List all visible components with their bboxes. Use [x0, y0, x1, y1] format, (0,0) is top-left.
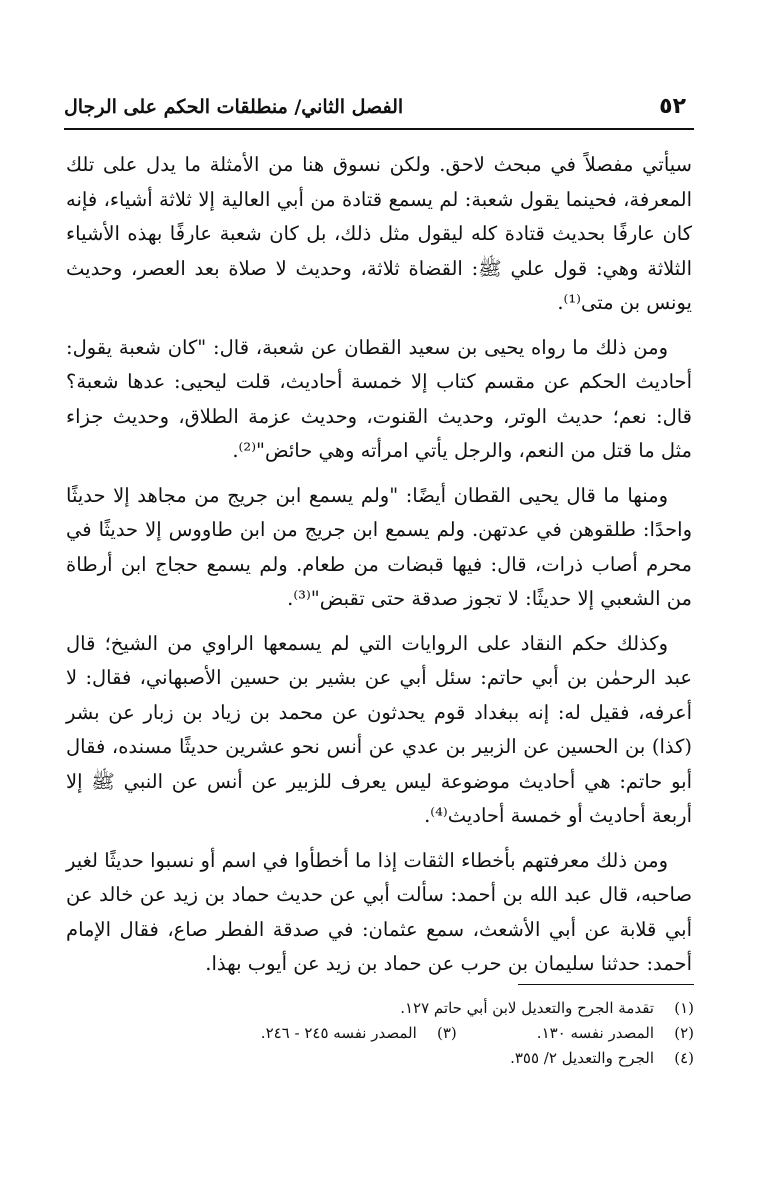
main-text	[66, 148, 692, 992]
footnotes	[74, 996, 694, 1071]
paragraph-4: وكذلك حكم النقاد على الروايات التي لم يسمعها الراوي من الشيخ؛ قال عبد الرحمٰن بن أبي حاتم: سئل أبي عن بشير بن حسين الأصبهاني، فقال: لا أعرفه، فقيل له: إنه ببغداد قوم يحدثون عن محمد بن زياد بن زبار عن بشر (كذا) بن الحسين عن الزبير بن عدي عن أنس نحو عشرين حديثًا مسنده، فقال أبو حاتم: هي أحاديث موضوعة ليس يعرف للزبير عن أنس عن النبي ﷺ إلا أربعة أحاديث أو خمسة أحاديث⁽⁴⁾.	[66, 631, 692, 827]
footnote-row-1	[74, 996, 694, 1021]
footnote-3-number: (٣)	[437, 1024, 457, 1042]
footnote-row-3	[74, 1046, 694, 1071]
footnote-4	[510, 1046, 694, 1071]
footnote-divider	[518, 984, 694, 985]
footnote-row-2	[74, 1021, 694, 1046]
footnote-3	[261, 1021, 457, 1046]
footnote-1-text: تقدمة الجرح والتعديل لابن أبي حاتم ١٢٧.	[400, 999, 654, 1017]
footnote-3-text: المصدر نفسه ٢٤٥ - ٢٤٦.	[260, 1024, 417, 1042]
page-header	[64, 92, 694, 130]
footnote-1	[400, 996, 694, 1021]
footnote-4-text: الجرح والتعديل ٢/ ٣٥٥.	[510, 1049, 654, 1067]
page-number: ٥٢	[659, 94, 686, 119]
paragraph-1: سيأتي مفصلاً في مبحث لاحق. ولكن نسوق هنا من الأمثلة ما يدل على تلك المعرفة، فحينما يقول شعبة: لم يسمع قتادة من أبي العالية إلا ثلاثة أشياء، فإنه كان عارفًا بحديث قتادة كله ليقول مثل ذلك، بل كان شعبة عارفًا بهذه الأشياء الثلاثة وهي: قول علي ﷺ: القضاة ثلاثة، وحديث لا صلاة بعد العصر، وحديث يونس بن متى⁽¹⁾.	[66, 153, 692, 314]
running-title: الفصل الثاني/ منطلقات الحكم على الرجال	[64, 96, 404, 118]
footnote-2	[537, 1021, 694, 1046]
paragraph-5: ومن ذلك معرفتهم بأخطاء الثقات إذا ما أخطأوا في اسم أو نسبوا حديثًا لغير صاحبه، قال عبد الله بن أحمد: سألت أبي عن حديث حماد بن زيد عن خالد عن أبي قلابة عن أبي الأشعث، سمع عثمان: في صدقة الفطر صاع، فقال الإمام أحمد: حدثنا سليمان بن حرب عن حماد بن زيد عن أيوب بهذا.	[66, 848, 692, 975]
footnote-4-number: (٤)	[674, 1049, 694, 1067]
footnote-2-number: (٢)	[674, 1024, 694, 1042]
paragraph-2: ومن ذلك ما رواه يحيى بن سعيد القطان عن شعبة، قال: "كان شعبة يقول: أحاديث الحكم عن مقسم كتاب إلا خمسة أحاديث، قلت ليحيى: عدها شعبة؟ قال: نعم؛ حديث الوتر، وحديث القنوت، وحديث عزمة الطلاق، وحديث جزاء مثل ما قتل من النعم، والرجل يأتي امرأته وهي حائض"⁽²⁾.	[66, 335, 692, 462]
footnote-1-number: (١)	[674, 999, 694, 1017]
paragraph-3: ومنها ما قال يحيى القطان أيضًا: "ولم يسمع ابن جريج من مجاهد إلا حديثًا واحدًا: طلقوهن في عدتهن. ولم يسمع ابن جريج من ابن طاووس إلا حديثًا في محرم أصاب ذرات، قال: فيها قبضات من طعام. ولم يسمع حجاج ابن أرطاة من الشعبي إلا حديثًا: لا تجوز صدقة حتى تقبض"⁽³⁾.	[66, 483, 692, 610]
footnote-2-text: المصدر نفسه ١٣٠.	[536, 1024, 654, 1042]
